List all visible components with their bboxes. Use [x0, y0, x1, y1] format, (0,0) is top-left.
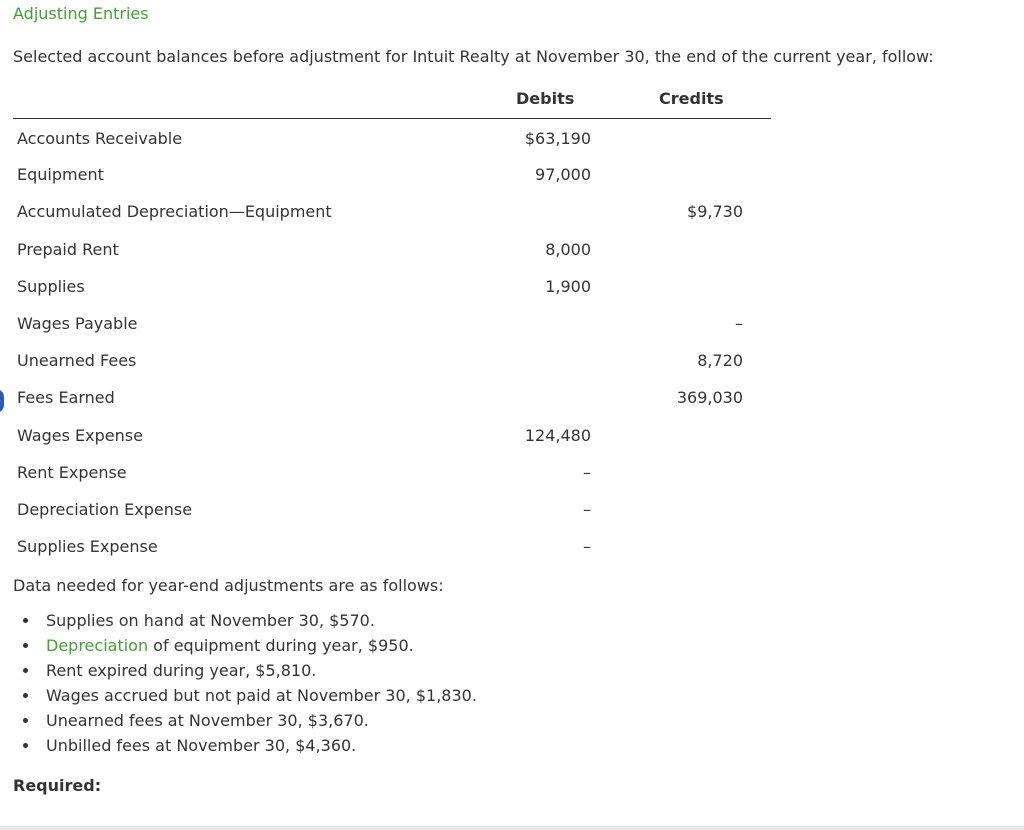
table-row	[13, 417, 771, 454]
table-row	[13, 156, 771, 193]
adjustment-text: Unbilled fees at November 30, $4,360.	[46, 736, 357, 755]
list-item	[13, 658, 477, 683]
adjustment-text: Rent expired during year, $5,810.	[46, 661, 317, 680]
account-name: Equipment	[17, 165, 104, 185]
account-name: Wages Expense	[17, 425, 143, 445]
debit-value: –	[583, 462, 591, 482]
page-title: Adjusting Entries	[13, 4, 149, 23]
debit-value: 97,000	[535, 165, 591, 185]
required-heading: Required:	[13, 776, 102, 795]
table-row	[13, 119, 771, 156]
debit-value: 1,900	[545, 276, 591, 296]
list-item	[13, 733, 477, 758]
adjustment-text: Unearned fees at November 30, $3,670.	[46, 711, 369, 730]
account-name: Fees Earned	[17, 388, 115, 408]
list-item	[13, 633, 477, 658]
bottom-divider	[0, 826, 1024, 830]
credits-header: Credits	[659, 89, 724, 108]
intro-text: Selected account balances before adjustment for Intuit Realty at November 30, the end of the current year, follow:	[13, 47, 934, 66]
table-row	[13, 305, 771, 342]
account-name: Unearned Fees	[17, 351, 137, 371]
list-item	[13, 608, 477, 633]
adjustment-text: Wages accrued but not paid at November 30, $1,830.	[46, 686, 477, 705]
list-item	[13, 708, 477, 733]
account-name: Supplies Expense	[17, 537, 158, 557]
debits-header: Debits	[516, 89, 575, 108]
account-name: Wages Payable	[17, 313, 138, 333]
account-name: Accumulated Depreciation—Equipment	[17, 202, 332, 222]
side-scroll-marker[interactable]	[0, 389, 4, 413]
bullet-icon	[23, 693, 28, 698]
table-row	[13, 193, 771, 230]
account-name: Accounts Receivable	[17, 129, 183, 148]
bullet-icon	[23, 668, 28, 673]
table-row	[13, 231, 771, 268]
adjustment-text: of equipment during year, $950.	[148, 636, 414, 655]
debit-value: –	[583, 537, 591, 557]
bullet-icon	[23, 743, 28, 748]
debit-value: –	[583, 499, 591, 519]
debit-value: 8,000	[545, 239, 591, 259]
table-row	[13, 491, 771, 528]
credit-value: $9,730	[687, 202, 743, 222]
credit-value: 8,720	[697, 351, 743, 371]
account-name: Supplies	[17, 276, 85, 296]
list-item	[13, 683, 477, 708]
table-row	[13, 528, 771, 565]
account-balances-table	[13, 86, 771, 565]
adjustments-list	[13, 608, 477, 758]
debit-value: $63,190	[524, 129, 591, 148]
credit-value: 369,030	[676, 388, 743, 408]
glossary-link[interactable]: Depreciation	[46, 636, 149, 655]
bullet-icon	[23, 643, 28, 648]
table-row	[13, 454, 771, 491]
bullet-icon	[23, 618, 28, 623]
data-needed-text: Data needed for year-end adjustments are as follows:	[13, 576, 444, 595]
account-name: Prepaid Rent	[17, 239, 119, 259]
table-row	[13, 342, 771, 379]
table-row	[13, 268, 771, 305]
account-name: Depreciation Expense	[17, 499, 193, 519]
bullet-icon	[23, 718, 28, 723]
table-row	[13, 379, 771, 416]
adjustment-text: Supplies on hand at November 30, $570.	[46, 611, 375, 630]
table-body	[13, 119, 771, 565]
debit-value: 124,480	[524, 425, 591, 445]
table-header	[13, 86, 771, 119]
credit-value: –	[735, 313, 743, 333]
account-name: Rent Expense	[17, 462, 127, 482]
